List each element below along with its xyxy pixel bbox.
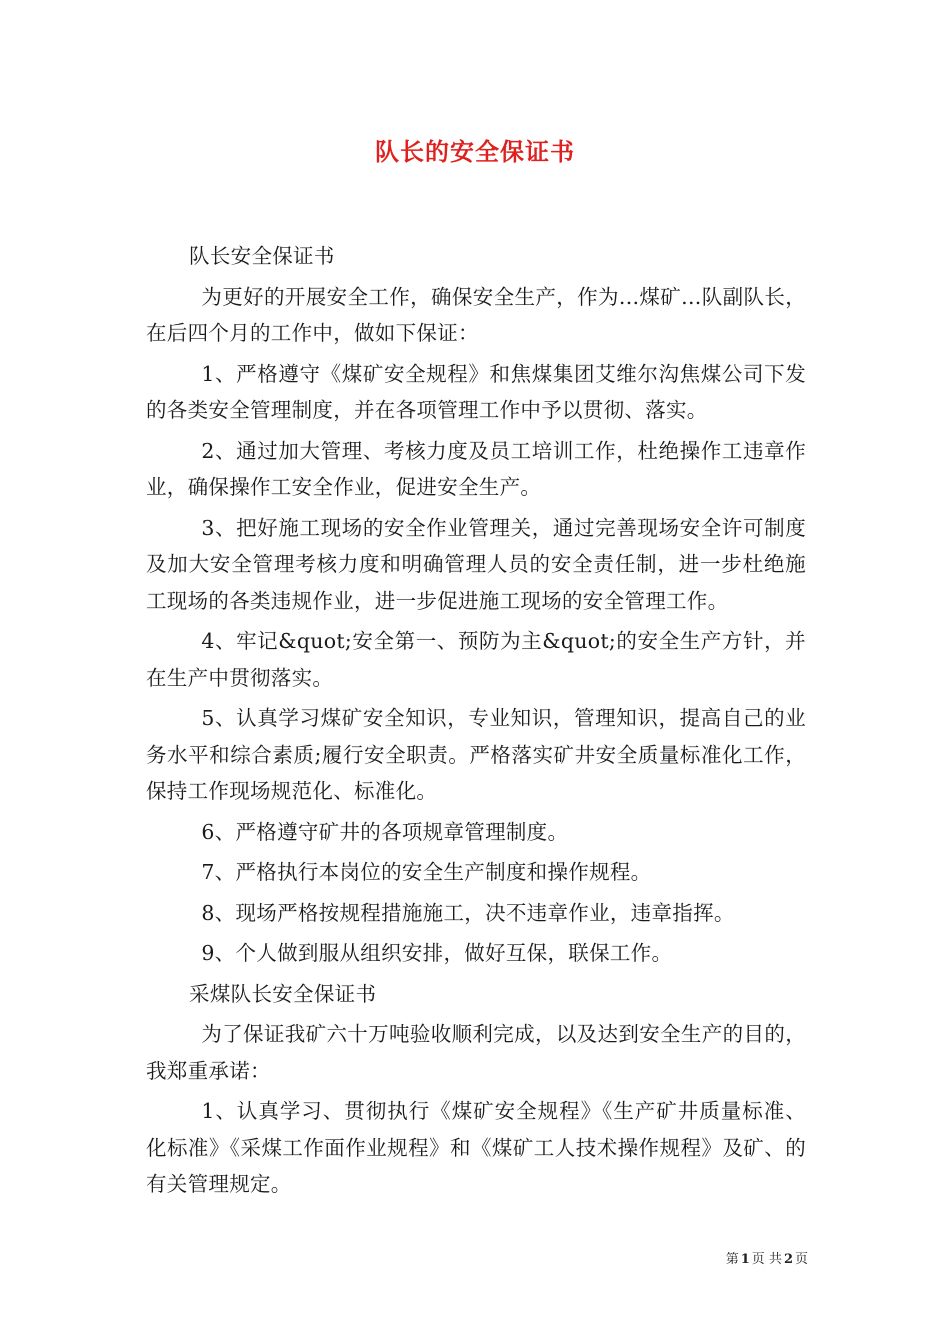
paragraph: 9、个人做到服从组织安排，做好互保，联保工作。 <box>201 941 673 965</box>
document-title: 队长的安全保证书 <box>375 137 575 166</box>
paragraph: 1、严格遵守《煤矿安全规程》和焦煤集团艾维尔沟焦煤公司下发的各类安全管理制度，并在各项管理工作中予以贯彻、落实。 <box>146 361 806 422</box>
current-page-number: 1 <box>740 1252 750 1267</box>
page-footer <box>726 1248 808 1267</box>
paragraph: 为了保证我矿六十万吨验收顺利完成，以及达到安全生产的目的，我郑重承诺： <box>146 1022 806 1083</box>
footer-suffix: 页 <box>794 1252 808 1267</box>
paragraph: 1、认真学习、贯彻执行《煤矿安全规程》《生产矿井质量标准、化标准》《采煤工作面作业规程》和《煤矿工人技术操作规程》及矿、的有关管理规定。 <box>146 1099 806 1196</box>
paragraph: 8、现场严格按规程措施施工，决不违章作业，违章指挥。 <box>201 900 735 925</box>
paragraph: 2、通过加大管理、考核力度及员工培训工作，杜绝操作工违章作业，确保操作工安全作业，促进安全生产。 <box>146 438 806 499</box>
paragraph: 3、把好施工现场的安全作业管理关，通过完善现场安全许可制度及加大安全管理考核力度和明确管理人员的安全责任制，进一步杜绝施工现场的各类违规作业，进一步促进施工现场的安全管理工作。 <box>146 515 806 613</box>
total-page-number: 2 <box>783 1252 793 1267</box>
section-heading: 采煤队长安全保证书 <box>189 981 377 1006</box>
paragraph: 5、认真学习煤矿安全知识，专业知识，管理知识，提高自己的业务水平和综合素质;履行安全职责。严格落实矿井安全质量标准化工作，保持工作现场规范化、标准化。 <box>146 706 806 803</box>
footer-prefix: 第 <box>725 1252 739 1267</box>
paragraph: 7、严格执行本岗位的安全生产制度和操作规程。 <box>201 860 652 884</box>
paragraph: 4、牢记&quot;安全第一、预防为主&quot;的安全生产方针，并在生产中贯彻落实。 <box>146 629 806 690</box>
paragraph: 6、严格遵守矿井的各项规章管理制度。 <box>201 819 569 844</box>
document-body <box>146 238 806 1207</box>
section-heading: 队长安全保证书 <box>189 244 335 268</box>
footer-middle: 页 共 <box>751 1252 782 1267</box>
paragraph: 为更好的开展安全工作，确保安全生产，作为...煤矿...队副队长，在后四个月的工作中，做如下保证： <box>146 284 806 345</box>
